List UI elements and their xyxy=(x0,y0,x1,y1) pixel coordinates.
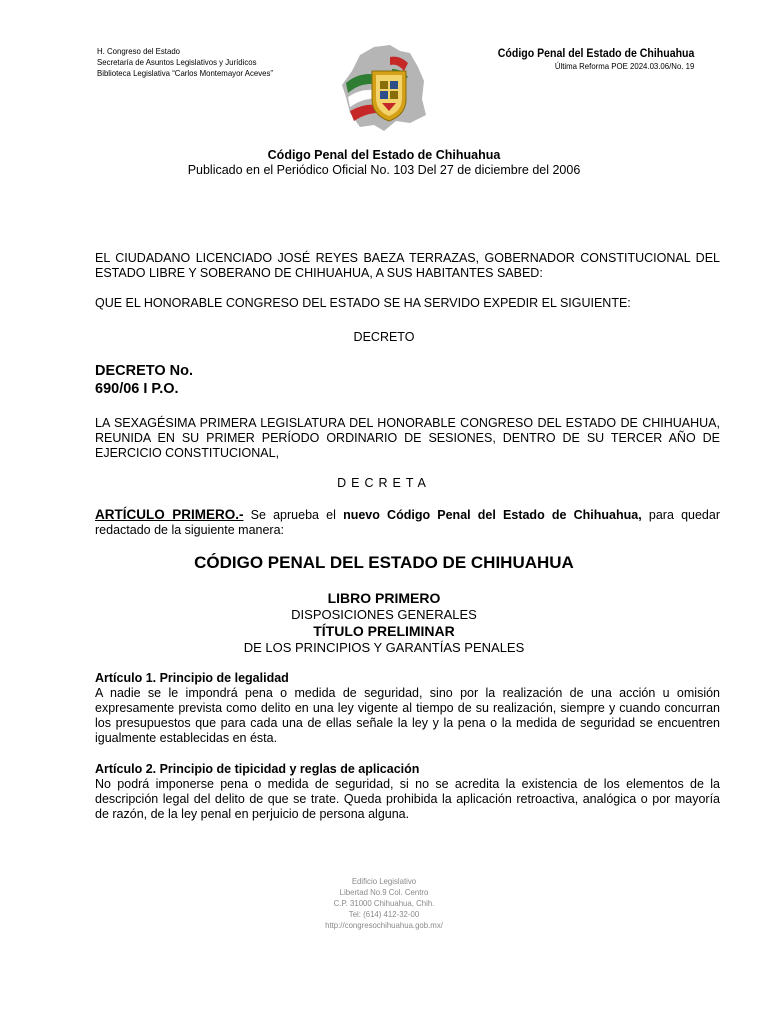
decree-number-line2: 690/06 I P.O. xyxy=(95,381,179,397)
decree-number-line1: DECRETO No. xyxy=(95,363,194,379)
decree-number xyxy=(95,362,193,398)
congress-logo-icon xyxy=(338,41,430,135)
disposiciones-heading: DISPOSICIONES GENERALES xyxy=(291,607,477,622)
article-2-body: No podrá imponerse pena o medida de seguridad, si no se acredita la existencia de los elementos de la descripción legal del delito de que se trate. Queda prohibida la aplicación retroactiva, analógica o por mayoría de razón, de la ley penal en perjuicio de persona alguna. xyxy=(95,777,720,821)
article-1-heading: Artículo 1. Principio de legalidad xyxy=(95,671,289,685)
header-line-secretaria: Secretaría de Asuntos Legislativos y Jurídicos xyxy=(97,57,257,67)
footer-street: Libertad No.9 Col. Centro xyxy=(339,887,429,897)
articulo-primero-bold: nuevo Código Penal del Estado de Chihuahua, xyxy=(343,508,642,522)
articulo-primero-text-c: para quedar redactado de la siguiente manera: xyxy=(95,508,720,537)
header-last-reform: Última Reforma POE 2024.03.06/No. 19 xyxy=(554,61,694,71)
principios-heading: DE LOS PRINCIPIOS Y GARANTÍAS PENALES xyxy=(243,640,525,655)
header-institution xyxy=(97,46,273,79)
footer-address xyxy=(31,876,738,931)
article-2-heading: Artículo 2. Principio de tipicidad y reglas de aplicación xyxy=(95,762,420,776)
header-code-title: Código Penal del Estado de Chihuahua xyxy=(497,46,694,60)
decreta-heading: DECRETA xyxy=(337,476,431,490)
footer-city: C.P. 31000 Chihuahua, Chih. xyxy=(333,898,435,908)
code-title: CÓDIGO PENAL DEL ESTADO DE CHIHUAHUA xyxy=(194,553,574,572)
article-1-body: A nadie se le impondrá pena o medida de seguridad, sino por la realización de una acción u omisión expresamente prevista como delito en una ley vigente al tiempo de su realización, siempre y cuando concurran los presupuestos que para cada una de ellas señale la ley y la pena o la medida de seguridad se encuentren igualmente establecidas en ésta. xyxy=(95,686,720,745)
libro-heading: LIBRO PRIMERO xyxy=(327,590,441,606)
article-2 xyxy=(95,762,720,822)
titulo-heading: TÍTULO PRELIMINAR xyxy=(313,623,455,639)
document-title: Código Penal del Estado de Chihuahua xyxy=(267,148,501,162)
footer-building: Edificio Legislativo xyxy=(351,876,417,886)
legislature-paragraph: LA SEXAGÉSIMA PRIMERA LEGISLATURA DEL HONORABLE CONGRESO DEL ESTADO DE CHIHUAHUA, REUNIDA EN SU PRIMER PERÍODO ORDINARIO DE SESIONES, DENTRO DE SU TERCER AÑO DE EJERCICIO CONSTITUCIONAL, xyxy=(95,416,720,460)
congress-paragraph: QUE EL HONORABLE CONGRESO DEL ESTADO SE HA SERVIDO EXPEDIR EL SIGUIENTE: xyxy=(95,296,631,310)
footer-url: http://congresochihuahua.gob.mx/ xyxy=(325,920,443,930)
governor-paragraph: EL CIUDADANO LICENCIADO JOSÉ REYES BAEZA TERRAZAS, GOBERNADOR CONSTITUCIONAL DEL ESTADO LIBRE Y SOBERANO DE CHIHUAHUA, A SUS HABITANTES SABED: xyxy=(95,251,720,280)
header-line-biblioteca: Biblioteca Legislativa “Carlos Montemayor Aceves” xyxy=(97,68,274,78)
articulo-primero-label: ARTÍCULO PRIMERO.- xyxy=(95,507,244,522)
footer-phone: Tel: (614) 412-32-00 xyxy=(348,909,420,919)
article-1 xyxy=(95,671,720,746)
publication-line: Publicado en el Periódico Oficial No. 103 Del 27 de diciembre del 2006 xyxy=(187,163,581,177)
decreto-heading: DECRETO xyxy=(353,330,415,344)
header-document-info xyxy=(471,46,694,71)
articulo-primero-text-a: Se aprueba el xyxy=(243,508,344,522)
header-line-congreso: H. Congreso del Estado xyxy=(97,46,181,56)
articulo-primero-paragraph xyxy=(95,507,720,538)
